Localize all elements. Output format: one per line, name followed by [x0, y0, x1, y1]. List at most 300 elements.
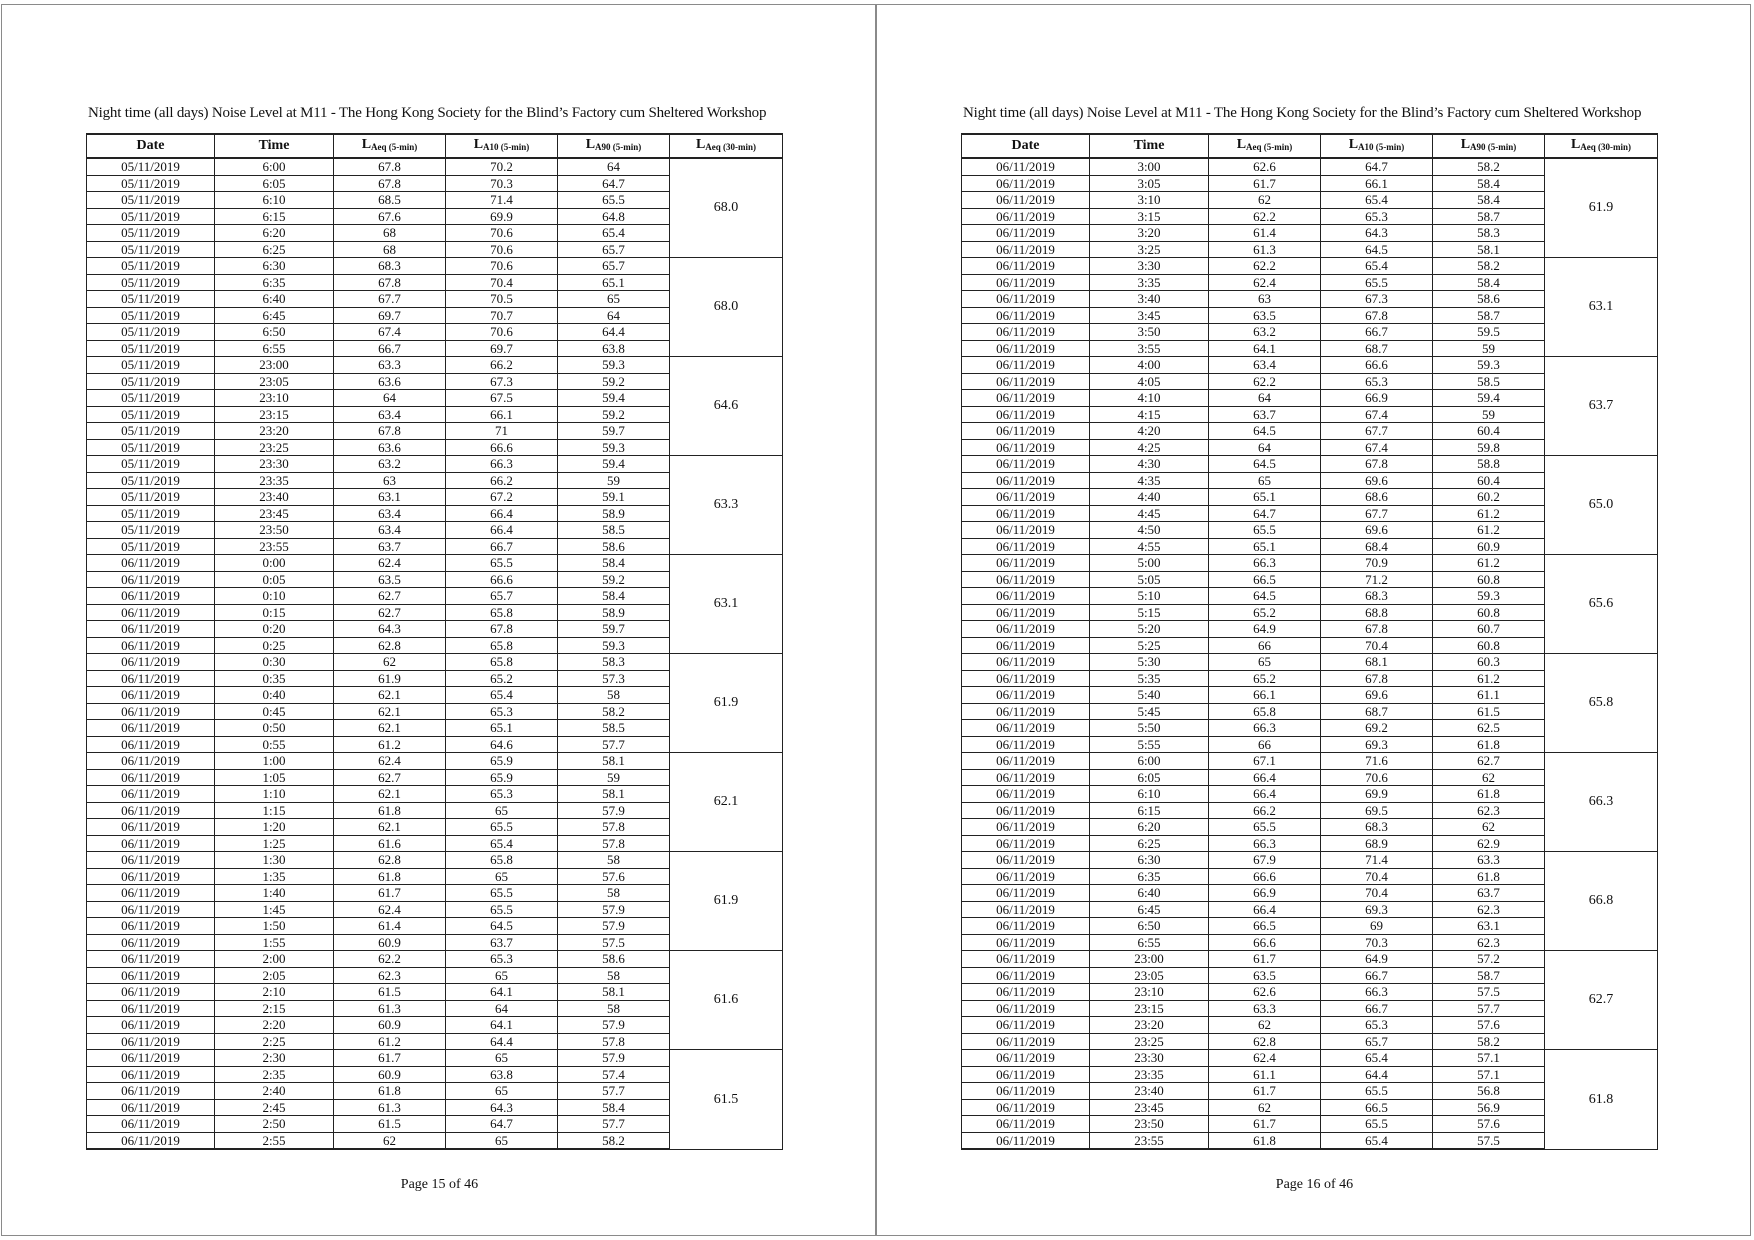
- la90-5min-cell: 57.8: [558, 835, 670, 852]
- laeq-5min-cell: 62: [1209, 1099, 1321, 1116]
- laeq-5min-cell: 67.9: [1209, 852, 1321, 869]
- date-cell: 05/11/2019: [87, 423, 215, 440]
- laeq-5min-cell: 61.2: [334, 736, 446, 753]
- date-cell: 06/11/2019: [87, 555, 215, 572]
- la10-5min-cell: 65.5: [1321, 274, 1433, 291]
- date-cell: 06/11/2019: [87, 984, 215, 1001]
- time-cell: 23:35: [1090, 1066, 1209, 1083]
- la90-5min-cell: 59: [558, 472, 670, 489]
- time-cell: 23:45: [1090, 1099, 1209, 1116]
- la90-5min-cell: 59.8: [1433, 439, 1545, 456]
- la10-5min-cell: 65: [446, 967, 558, 984]
- la10-5min-cell: 66.7: [1321, 1000, 1433, 1017]
- time-cell: 6:35: [215, 274, 334, 291]
- date-cell: 06/11/2019: [962, 621, 1090, 638]
- la90-5min-cell: 62.9: [1433, 835, 1545, 852]
- laeq-5min-cell: 66.4: [1209, 769, 1321, 786]
- table-row: [87, 654, 783, 671]
- la10-5min-cell: 65.3: [1321, 208, 1433, 225]
- laeq-5min-cell: 61.3: [334, 1000, 446, 1017]
- time-cell: 0:00: [215, 555, 334, 572]
- noise-level-table: [961, 133, 1658, 1150]
- date-cell: 06/11/2019: [87, 1050, 215, 1067]
- la90-5min-cell: 64: [558, 158, 670, 175]
- time-cell: 3:30: [1090, 258, 1209, 275]
- la10-5min-cell: 65.5: [446, 901, 558, 918]
- header-time: Time: [1090, 134, 1209, 158]
- table-row: [87, 951, 783, 968]
- laeq-5min-cell: 61.8: [1209, 1132, 1321, 1149]
- laeq-30min-cell: 61.8: [1545, 1050, 1658, 1150]
- header-laeq-5min: $L_{Aeq (5-min)}$: [1209, 134, 1321, 158]
- laeq-5min-cell: 61.3: [334, 1099, 446, 1116]
- date-cell: 06/11/2019: [962, 538, 1090, 555]
- la10-5min-cell: 65.8: [446, 637, 558, 654]
- la10-5min-cell: 69.6: [1321, 472, 1433, 489]
- date-cell: 06/11/2019: [962, 1017, 1090, 1034]
- date-cell: 06/11/2019: [962, 819, 1090, 836]
- la90-5min-cell: 61.5: [1433, 703, 1545, 720]
- laeq-5min-cell: 64.9: [1209, 621, 1321, 638]
- page-number: Page 15 of 46: [400, 1177, 479, 1192]
- la10-5min-cell: 64.5: [446, 918, 558, 935]
- table-row: [87, 258, 783, 275]
- la10-5min-cell: 64.7: [446, 1116, 558, 1133]
- date-cell: 06/11/2019: [962, 918, 1090, 935]
- la10-5min-cell: 68.1: [1321, 654, 1433, 671]
- time-cell: 5:15: [1090, 604, 1209, 621]
- la10-5min-cell: 70.4: [1321, 868, 1433, 885]
- la90-5min-cell: 58.7: [1433, 967, 1545, 984]
- date-cell: 06/11/2019: [962, 1050, 1090, 1067]
- date-cell: 06/11/2019: [962, 390, 1090, 407]
- la10-5min-cell: 66.9: [1321, 390, 1433, 407]
- la90-5min-cell: 59.3: [558, 637, 670, 654]
- date-cell: 05/11/2019: [87, 324, 215, 341]
- date-cell: 05/11/2019: [87, 472, 215, 489]
- laeq-5min-cell: 63.5: [334, 571, 446, 588]
- date-cell: 06/11/2019: [962, 472, 1090, 489]
- date-cell: 06/11/2019: [962, 588, 1090, 605]
- laeq-5min-cell: 65.2: [1209, 604, 1321, 621]
- date-cell: 06/11/2019: [87, 786, 215, 803]
- date-cell: 05/11/2019: [87, 522, 215, 539]
- laeq-5min-cell: 67.4: [334, 324, 446, 341]
- la10-5min-cell: 68.7: [1321, 703, 1433, 720]
- time-cell: 3:15: [1090, 208, 1209, 225]
- la90-5min-cell: 65.7: [558, 241, 670, 258]
- la10-5min-cell: 69.6: [1321, 687, 1433, 704]
- la10-5min-cell: 65.3: [446, 703, 558, 720]
- la90-5min-cell: 57.9: [558, 802, 670, 819]
- time-cell: 2:15: [215, 1000, 334, 1017]
- time-cell: 1:10: [215, 786, 334, 803]
- date-cell: 06/11/2019: [962, 753, 1090, 770]
- time-cell: 3:40: [1090, 291, 1209, 308]
- laeq-5min-cell: 64.1: [1209, 340, 1321, 357]
- laeq-30min-cell: 66.8: [1545, 852, 1658, 951]
- date-cell: 05/11/2019: [87, 538, 215, 555]
- time-cell: 2:55: [215, 1132, 334, 1149]
- time-cell: 23:55: [1090, 1132, 1209, 1149]
- la90-5min-cell: 58.5: [558, 522, 670, 539]
- table-row: [962, 357, 1658, 374]
- date-cell: 06/11/2019: [962, 571, 1090, 588]
- la10-5min-cell: 64.9: [1321, 951, 1433, 968]
- laeq-5min-cell: 66.6: [1209, 934, 1321, 951]
- laeq-5min-cell: 64.3: [334, 621, 446, 638]
- date-cell: 06/11/2019: [962, 951, 1090, 968]
- laeq-5min-cell: 61.8: [334, 802, 446, 819]
- time-cell: 4:30: [1090, 456, 1209, 473]
- date-cell: 06/11/2019: [87, 604, 215, 621]
- time-cell: 23:40: [215, 489, 334, 506]
- laeq-5min-cell: 62.2: [1209, 208, 1321, 225]
- la90-5min-cell: 58.4: [1433, 274, 1545, 291]
- la10-5min-cell: 66.4: [446, 522, 558, 539]
- date-cell: 06/11/2019: [962, 703, 1090, 720]
- laeq-30min-cell: 65.0: [1545, 456, 1658, 555]
- la10-5min-cell: 65.4: [446, 687, 558, 704]
- la90-5min-cell: 62.3: [1433, 901, 1545, 918]
- laeq-5min-cell: 62.1: [334, 720, 446, 737]
- la10-5min-cell: 65: [446, 868, 558, 885]
- time-cell: 3:20: [1090, 225, 1209, 242]
- la90-5min-cell: 58.9: [558, 604, 670, 621]
- la10-5min-cell: 64: [446, 1000, 558, 1017]
- la10-5min-cell: 66.7: [446, 538, 558, 555]
- time-cell: 4:50: [1090, 522, 1209, 539]
- la90-5min-cell: 58.2: [558, 1132, 670, 1149]
- date-cell: 06/11/2019: [87, 1132, 215, 1149]
- laeq-5min-cell: 61.7: [1209, 1116, 1321, 1133]
- time-cell: 4:35: [1090, 472, 1209, 489]
- laeq-5min-cell: 64: [1209, 439, 1321, 456]
- la10-5min-cell: 64.7: [1321, 158, 1433, 175]
- time-cell: 6:05: [1090, 769, 1209, 786]
- time-cell: 2:30: [215, 1050, 334, 1067]
- time-cell: 23:10: [215, 390, 334, 407]
- la90-5min-cell: 57.9: [558, 918, 670, 935]
- time-cell: 3:45: [1090, 307, 1209, 324]
- la10-5min-cell: 66.4: [446, 505, 558, 522]
- la90-5min-cell: 61.1: [1433, 687, 1545, 704]
- time-cell: 4:45: [1090, 505, 1209, 522]
- table-row: [87, 456, 783, 473]
- la90-5min-cell: 59.4: [558, 390, 670, 407]
- la10-5min-cell: 66.3: [1321, 984, 1433, 1001]
- la90-5min-cell: 57.6: [1433, 1017, 1545, 1034]
- la10-5min-cell: 66.5: [1321, 1099, 1433, 1116]
- la10-5min-cell: 71.4: [1321, 852, 1433, 869]
- laeq-5min-cell: 63.7: [1209, 406, 1321, 423]
- la90-5min-cell: 58: [558, 687, 670, 704]
- laeq-5min-cell: 63.6: [334, 373, 446, 390]
- laeq-5min-cell: 61.5: [334, 1116, 446, 1133]
- laeq-30min-cell: 63.1: [670, 555, 783, 654]
- la90-5min-cell: 58.4: [558, 1099, 670, 1116]
- date-cell: 06/11/2019: [962, 835, 1090, 852]
- date-cell: 06/11/2019: [962, 291, 1090, 308]
- date-cell: 06/11/2019: [962, 307, 1090, 324]
- table-row: [87, 1050, 783, 1067]
- la90-5min-cell: 58.2: [558, 703, 670, 720]
- time-cell: 23:20: [215, 423, 334, 440]
- la90-5min-cell: 63.8: [558, 340, 670, 357]
- la90-5min-cell: 57.7: [558, 736, 670, 753]
- date-cell: 06/11/2019: [962, 456, 1090, 473]
- la90-5min-cell: 58.1: [558, 786, 670, 803]
- laeq-5min-cell: 67.8: [334, 175, 446, 192]
- date-cell: 06/11/2019: [962, 208, 1090, 225]
- time-cell: 23:30: [215, 456, 334, 473]
- date-cell: 06/11/2019: [962, 769, 1090, 786]
- laeq-5min-cell: 63.4: [334, 406, 446, 423]
- laeq-5min-cell: 61.7: [1209, 175, 1321, 192]
- time-cell: 3:25: [1090, 241, 1209, 258]
- laeq-5min-cell: 61.4: [334, 918, 446, 935]
- time-cell: 2:25: [215, 1033, 334, 1050]
- la10-5min-cell: 65.5: [1321, 1083, 1433, 1100]
- time-cell: 6:10: [1090, 786, 1209, 803]
- time-cell: 5:50: [1090, 720, 1209, 737]
- laeq-5min-cell: 61.8: [334, 868, 446, 885]
- laeq-30min-cell: 65.8: [1545, 654, 1658, 753]
- laeq-5min-cell: 61.8: [334, 1083, 446, 1100]
- date-cell: 05/11/2019: [87, 489, 215, 506]
- la10-5min-cell: 67.7: [1321, 423, 1433, 440]
- laeq-30min-cell: 61.9: [670, 852, 783, 951]
- la10-5min-cell: 66.6: [446, 439, 558, 456]
- time-cell: 0:40: [215, 687, 334, 704]
- la90-5min-cell: 58.6: [558, 951, 670, 968]
- date-cell: 06/11/2019: [87, 1083, 215, 1100]
- time-cell: 6:00: [215, 158, 334, 175]
- laeq-5min-cell: 63.4: [334, 522, 446, 539]
- la10-5min-cell: 64.1: [446, 984, 558, 1001]
- laeq-5min-cell: 61.7: [334, 1050, 446, 1067]
- time-cell: 6:45: [215, 307, 334, 324]
- time-cell: 23:20: [1090, 1017, 1209, 1034]
- laeq-5min-cell: 66.5: [1209, 571, 1321, 588]
- la10-5min-cell: 67.8: [1321, 456, 1433, 473]
- la10-5min-cell: 66.2: [446, 357, 558, 374]
- laeq-5min-cell: 65: [1209, 654, 1321, 671]
- la90-5min-cell: 57.7: [558, 1116, 670, 1133]
- laeq-5min-cell: 66.7: [334, 340, 446, 357]
- date-cell: 06/11/2019: [962, 967, 1090, 984]
- time-cell: 0:20: [215, 621, 334, 638]
- date-cell: 05/11/2019: [87, 274, 215, 291]
- laeq-5min-cell: 63.2: [334, 456, 446, 473]
- la90-5min-cell: 58.1: [558, 753, 670, 770]
- time-cell: 0:35: [215, 670, 334, 687]
- la10-5min-cell: 65.5: [446, 555, 558, 572]
- date-cell: 06/11/2019: [87, 703, 215, 720]
- time-cell: 4:10: [1090, 390, 1209, 407]
- la90-5min-cell: 59.7: [558, 621, 670, 638]
- time-cell: 23:05: [215, 373, 334, 390]
- date-cell: 06/11/2019: [87, 802, 215, 819]
- laeq-5min-cell: 62.4: [334, 753, 446, 770]
- table-caption: Night time (all days) Noise Level at M11 - The Hong Kong Society for the Blind’s Factory cum Sheltered Workshop: [963, 105, 1642, 121]
- laeq-5min-cell: 63.2: [1209, 324, 1321, 341]
- laeq-5min-cell: 62.6: [1209, 158, 1321, 175]
- date-cell: 06/11/2019: [87, 769, 215, 786]
- la10-5min-cell: 70.6: [446, 324, 558, 341]
- date-cell: 06/11/2019: [962, 423, 1090, 440]
- laeq-5min-cell: 61.7: [334, 885, 446, 902]
- laeq-5min-cell: 65.2: [1209, 670, 1321, 687]
- laeq-5min-cell: 63: [1209, 291, 1321, 308]
- la90-5min-cell: 64: [558, 307, 670, 324]
- laeq-5min-cell: 66.3: [1209, 555, 1321, 572]
- time-cell: 4:05: [1090, 373, 1209, 390]
- header-date: Date: [87, 134, 215, 158]
- date-cell: 06/11/2019: [962, 736, 1090, 753]
- laeq-5min-cell: 62.4: [334, 555, 446, 572]
- time-cell: 3:05: [1090, 175, 1209, 192]
- la90-5min-cell: 59.3: [1433, 588, 1545, 605]
- date-cell: 06/11/2019: [87, 1033, 215, 1050]
- header-la90-5min: $L_{A90 (5-min)}$: [558, 134, 670, 158]
- table-row: [962, 753, 1658, 770]
- la90-5min-cell: 57.9: [558, 901, 670, 918]
- laeq-5min-cell: 60.9: [334, 1066, 446, 1083]
- date-cell: 06/11/2019: [962, 984, 1090, 1001]
- la10-5min-cell: 65.2: [446, 670, 558, 687]
- la90-5min-cell: 61.2: [1433, 555, 1545, 572]
- la10-5min-cell: 67.4: [1321, 439, 1433, 456]
- la90-5min-cell: 57.7: [1433, 1000, 1545, 1017]
- la90-5min-cell: 58.4: [558, 555, 670, 572]
- time-cell: 3:50: [1090, 324, 1209, 341]
- date-cell: 06/11/2019: [962, 1033, 1090, 1050]
- time-cell: 23:15: [1090, 1000, 1209, 1017]
- laeq-5min-cell: 66.3: [1209, 720, 1321, 737]
- table-caption: Night time (all days) Noise Level at M11 - The Hong Kong Society for the Blind’s Factory cum Sheltered Workshop: [88, 105, 767, 121]
- date-cell: 06/11/2019: [87, 753, 215, 770]
- date-cell: 06/11/2019: [87, 720, 215, 737]
- la90-5min-cell: 57.8: [558, 1033, 670, 1050]
- time-cell: 6:05: [215, 175, 334, 192]
- laeq-5min-cell: 62: [334, 654, 446, 671]
- laeq-5min-cell: 64: [1209, 390, 1321, 407]
- laeq-5min-cell: 66.4: [1209, 786, 1321, 803]
- laeq-5min-cell: 66.1: [1209, 687, 1321, 704]
- la90-5min-cell: 58.4: [1433, 175, 1545, 192]
- la10-5min-cell: 69.3: [1321, 901, 1433, 918]
- la90-5min-cell: 57.2: [1433, 951, 1545, 968]
- laeq-5min-cell: 62: [1209, 1017, 1321, 1034]
- laeq-30min-cell: 61.9: [1545, 158, 1658, 258]
- time-cell: 5:45: [1090, 703, 1209, 720]
- time-cell: 2:35: [215, 1066, 334, 1083]
- table-row: [87, 753, 783, 770]
- time-cell: 6:40: [1090, 885, 1209, 902]
- la10-5min-cell: 69.3: [1321, 736, 1433, 753]
- la90-5min-cell: 58.3: [1433, 225, 1545, 242]
- la90-5min-cell: 58.5: [558, 720, 670, 737]
- laeq-5min-cell: 61.5: [334, 984, 446, 1001]
- date-cell: 06/11/2019: [962, 357, 1090, 374]
- la10-5min-cell: 71.4: [446, 192, 558, 209]
- la10-5min-cell: 65.4: [1321, 1050, 1433, 1067]
- date-cell: 06/11/2019: [962, 241, 1090, 258]
- la90-5min-cell: 58: [558, 852, 670, 869]
- laeq-5min-cell: 62.1: [334, 703, 446, 720]
- time-cell: 1:35: [215, 868, 334, 885]
- la10-5min-cell: 65.7: [1321, 1033, 1433, 1050]
- laeq-5min-cell: 64.7: [1209, 505, 1321, 522]
- laeq-5min-cell: 62.7: [334, 604, 446, 621]
- date-cell: 06/11/2019: [962, 439, 1090, 456]
- date-cell: 06/11/2019: [962, 192, 1090, 209]
- la90-5min-cell: 59.5: [1433, 324, 1545, 341]
- laeq-5min-cell: 62.2: [1209, 373, 1321, 390]
- time-cell: 2:45: [215, 1099, 334, 1116]
- time-cell: 1:15: [215, 802, 334, 819]
- laeq-5min-cell: 62.1: [334, 687, 446, 704]
- la10-5min-cell: 70.3: [1321, 934, 1433, 951]
- date-cell: 06/11/2019: [87, 621, 215, 638]
- la10-5min-cell: 65.8: [446, 654, 558, 671]
- laeq-5min-cell: 63: [334, 472, 446, 489]
- header-laeq-30min: $L_{Aeq (30-min)}$: [670, 134, 783, 158]
- la10-5min-cell: 67.4: [1321, 406, 1433, 423]
- la10-5min-cell: 69.7: [446, 340, 558, 357]
- laeq-5min-cell: 67.7: [334, 291, 446, 308]
- la90-5min-cell: 63.1: [1433, 918, 1545, 935]
- la90-5min-cell: 60.4: [1433, 472, 1545, 489]
- la90-5min-cell: 56.8: [1433, 1083, 1545, 1100]
- time-cell: 23:15: [215, 406, 334, 423]
- laeq-5min-cell: 66: [1209, 736, 1321, 753]
- la10-5min-cell: 68.8: [1321, 604, 1433, 621]
- la10-5min-cell: 70.4: [1321, 885, 1433, 902]
- time-cell: 6:15: [1090, 802, 1209, 819]
- la10-5min-cell: 69: [1321, 918, 1433, 935]
- la10-5min-cell: 65.8: [446, 852, 558, 869]
- time-cell: 23:35: [215, 472, 334, 489]
- la90-5min-cell: 58.9: [558, 505, 670, 522]
- time-cell: 6:50: [215, 324, 334, 341]
- la90-5min-cell: 58: [558, 967, 670, 984]
- la90-5min-cell: 63.7: [1433, 885, 1545, 902]
- date-cell: 05/11/2019: [87, 357, 215, 374]
- la90-5min-cell: 58.6: [558, 538, 670, 555]
- laeq-5min-cell: 64: [334, 390, 446, 407]
- time-cell: 6:55: [215, 340, 334, 357]
- laeq-5min-cell: 65.1: [1209, 538, 1321, 555]
- la10-5min-cell: 67.5: [446, 390, 558, 407]
- time-cell: 23:25: [215, 439, 334, 456]
- date-cell: 06/11/2019: [962, 406, 1090, 423]
- la90-5min-cell: 58.2: [1433, 258, 1545, 275]
- la10-5min-cell: 67.7: [1321, 505, 1433, 522]
- table-row: [87, 357, 783, 374]
- date-cell: 06/11/2019: [962, 1083, 1090, 1100]
- table-row: [962, 654, 1658, 671]
- time-cell: 5:35: [1090, 670, 1209, 687]
- la10-5min-cell: 68.3: [1321, 588, 1433, 605]
- la10-5min-cell: 65.3: [1321, 373, 1433, 390]
- laeq-5min-cell: 66: [1209, 637, 1321, 654]
- date-cell: 06/11/2019: [962, 324, 1090, 341]
- laeq-5min-cell: 68: [334, 241, 446, 258]
- la10-5min-cell: 68.3: [1321, 819, 1433, 836]
- la90-5min-cell: 62.3: [1433, 934, 1545, 951]
